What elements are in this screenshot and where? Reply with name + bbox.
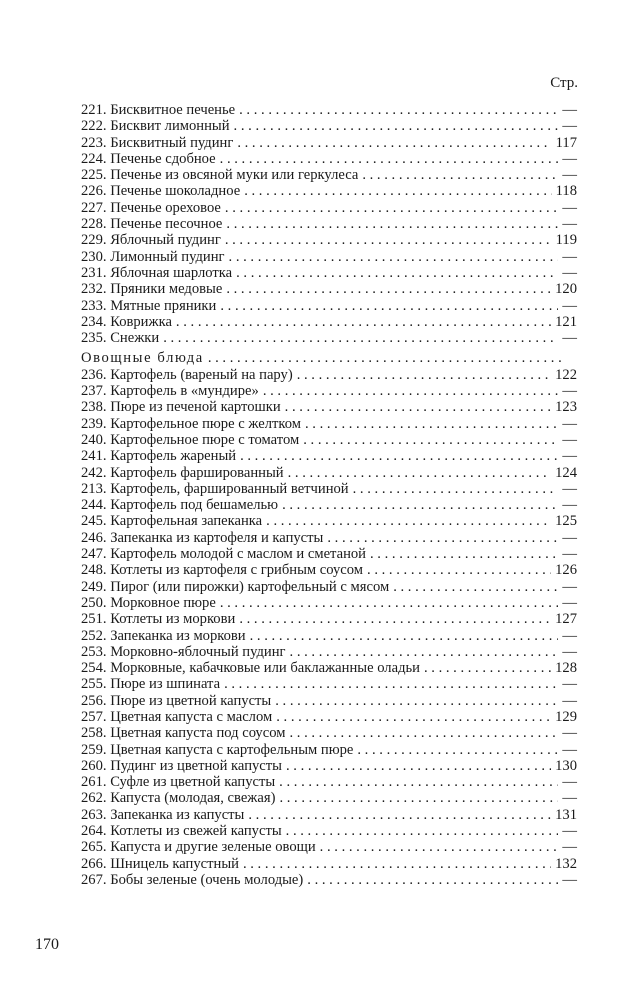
toc-entry [81,102,577,118]
dot-leader [240,448,558,464]
toc-entry-page: 131 [555,806,577,823]
toc-entry [81,249,577,265]
dot-leader [303,432,558,448]
toc-entry [81,298,577,314]
toc-entry [81,200,577,216]
dot-leader [163,330,558,346]
toc-entry-page: 117 [555,134,577,151]
toc-entry-page: — [562,839,577,856]
toc-entry-page: — [562,448,577,465]
toc-entry [81,183,577,199]
toc-entry-page: 123 [555,399,577,416]
toc-entry-page: — [562,216,577,233]
dot-leader [239,611,551,627]
toc-entry-title: 244. Картофель под бешамелью [81,497,279,514]
toc-entry [81,872,577,888]
toc-entry-title: 264. Котлеты из свежей капусты [81,823,282,840]
toc-entry [81,167,577,183]
toc-entry-page: — [562,102,577,118]
toc-entry [81,416,577,432]
toc-entry-title: 234. Коврижка [81,313,172,330]
toc-entry [81,314,577,330]
toc-entry [81,856,577,872]
toc-entry-title: 262. Капуста (молодая, свежая) [81,790,276,807]
dot-leader [353,481,559,497]
toc-entry [81,513,577,529]
toc-entry-title: 231. Яблочная шарлотка [81,264,233,281]
toc-entry [81,448,577,464]
table-of-contents [81,102,577,888]
toc-entry-page: — [562,264,577,281]
dot-leader [357,742,558,758]
toc-entry-title: 266. Шницель капустный [81,855,239,872]
toc-entry [81,562,577,578]
toc-entry-page: — [562,627,577,644]
toc-entry-page: 122 [555,366,577,383]
toc-entry-page: 127 [555,611,577,628]
toc-entry [81,232,577,248]
toc-entry-page: — [562,774,577,791]
toc-entry-page: 124 [555,464,577,481]
toc-entry-page: — [562,578,577,595]
toc-entry-page: 126 [555,562,577,579]
toc-entry [81,823,577,839]
toc-entry-title: 230. Лимонный пудинг [81,248,225,265]
toc-entry-title: 241. Картофель жареный [81,448,237,465]
toc-entry [81,758,577,774]
dot-leader [250,628,559,644]
toc-entry-title: 225. Печенье из овсяной муки или геркулеса [81,167,359,184]
toc-entry [81,530,577,546]
toc-entry-page: — [562,643,577,660]
toc-entry-title: 258. Цветная капуста под соусом [81,725,286,742]
dot-leader [289,725,558,741]
toc-entry [81,151,577,167]
toc-entry-page: — [562,529,577,546]
dot-leader [225,200,558,216]
toc-entry [81,497,577,513]
toc-entry [81,839,577,855]
toc-entry-title: 222. Бисквит лимонный [81,118,230,135]
dot-leader [282,497,558,513]
toc-entry [81,465,577,481]
toc-entry [81,330,577,346]
toc-entry [81,579,577,595]
toc-entry-page: — [562,330,577,347]
toc-entry [81,742,577,758]
toc-entry [81,660,577,676]
dot-leader [220,298,558,314]
toc-entry-title: 252. Запеканка из моркови [81,627,246,644]
toc-entry-title: 263. Запеканка из капусты [81,806,245,823]
toc-entry-title: 254. Морковные, кабачковые или баклажанные оладьи [81,660,420,677]
page-column-header: Стр. [550,75,578,91]
dot-leader [367,562,551,578]
toc-entry-title: 256. Пюре из цветной капусты [81,692,272,709]
toc-entry-title: 257. Цветная капуста с маслом [81,708,273,725]
toc-entry-title: 265. Капуста и другие зеленые овощи [81,839,316,856]
toc-entry [81,383,577,399]
toc-entry-title: 221. Бисквитное печенье [81,102,236,118]
dot-leader [229,249,559,265]
toc-entry-title: 233. Мятные пряники [81,297,217,314]
toc-entry-page: — [562,823,577,840]
dot-leader [286,823,559,839]
toc-entry-page: — [562,594,577,611]
dot-leader [220,595,559,611]
toc-entry-title: 247. Картофель молодой с маслом и сметаной [81,546,366,563]
toc-entry [81,774,577,790]
toc-entry-title: 239. Картофельное пюре с желтком [81,415,301,432]
toc-entry [81,399,577,415]
toc-entry-title: 251. Котлеты из моркови [81,611,236,628]
toc-entry-page: 130 [555,757,577,774]
toc-entry [81,693,577,709]
toc-entry [81,628,577,644]
toc-entry-title: 267. Бобы зеленые (очень молодые) [81,871,304,888]
toc-entry-page: — [562,790,577,807]
toc-entry-page: 118 [555,183,577,200]
dot-leader [226,281,551,297]
toc-entry-title: 242. Картофель фаршированный [81,464,284,481]
toc-entry-title: 224. Печенье сдобное [81,150,216,167]
toc-section-heading [81,350,577,366]
toc-entry-title: 227. Печенье ореховое [81,199,221,216]
toc-entry-page: — [562,480,577,497]
toc-entry-page: 132 [555,855,577,872]
dot-leader [237,135,551,151]
toc-entry-title: 226. Печенье шоколадное [81,183,241,200]
dot-leader [297,367,551,383]
toc-entry-page: — [562,150,577,167]
toc-entry-page: — [562,415,577,432]
toc-entry-title: 248. Котлеты из картофеля с грибным соусом [81,562,364,579]
dot-leader [424,660,551,676]
toc-entry-page: — [562,497,577,514]
dot-leader [286,758,551,774]
dot-leader [320,839,559,855]
toc-group-desserts [81,102,577,346]
toc-entry [81,367,577,383]
dot-leader [290,644,559,660]
toc-group-vegetable-dishes [81,367,577,889]
toc-entry-page: — [562,725,577,742]
toc-entry-page: — [562,199,577,216]
toc-entry-title: 238. Пюре из печеной картошки [81,399,281,416]
toc-entry-title: 260. Пудинг из цветной капусты [81,757,282,774]
toc-entry [81,432,577,448]
toc-entry-title: 237. Картофель в «мундире» [81,383,259,400]
toc-entry-page: — [562,297,577,314]
dot-leader [243,856,551,872]
toc-entry-page: — [562,167,577,184]
toc-entry [81,481,577,497]
dot-leader [225,232,552,248]
dot-leader [226,216,558,232]
toc-entry-title: 259. Цветная капуста с картофельным пюре [81,741,354,758]
toc-entry-title: 235. Снежки [81,330,160,347]
toc-entry-title: 223. Бисквитный пудинг [81,134,234,151]
toc-entry-page: 128 [555,660,577,677]
toc-entry-title: 250. Морковное пюре [81,594,216,611]
toc-entry-title: 229. Яблочный пудинг [81,232,221,249]
toc-entry [81,644,577,660]
dot-leader [244,183,551,199]
toc-entry-page: — [562,118,577,135]
toc-entry-page: — [562,741,577,758]
toc-entry-title: 240. Картофельное пюре с томатом [81,431,300,448]
toc-entry [81,118,577,134]
dot-leader [208,350,561,366]
dot-leader [393,579,558,595]
toc-entry-title: 253. Морковно-яблочный пудинг [81,643,286,660]
dot-leader [327,530,558,546]
toc-entry [81,265,577,281]
toc-entry-title: 246. Запеканка из картофеля и капусты [81,529,324,546]
toc-entry-page: — [562,383,577,400]
toc-entry-title: 245. Картофельная запеканка [81,513,263,530]
toc-entry [81,595,577,611]
dot-leader [275,693,558,709]
dot-leader [276,709,551,725]
toc-entry [81,807,577,823]
toc-entry-title: 228. Печенье песочное [81,216,223,233]
toc-entry-page: 125 [555,513,577,530]
page-number: 170 [35,936,59,953]
dot-leader [239,102,558,118]
dot-leader [307,872,558,888]
dot-leader [279,774,558,790]
toc-entry-page: — [562,546,577,563]
toc-entry-page: 129 [555,708,577,725]
toc-entry-page: — [562,871,577,888]
dot-leader [370,546,558,562]
toc-entry-page: — [562,676,577,693]
dot-leader [236,265,558,281]
dot-leader [176,314,551,330]
toc-entry-page: 120 [555,281,577,298]
dot-leader [362,167,558,183]
dot-leader [263,383,559,399]
toc-entry [81,725,577,741]
dot-leader [285,399,551,415]
toc-entry-title: 213. Картофель, фаршированный ветчиной [81,480,349,497]
toc-entry-title: 232. Пряники медовые [81,281,223,298]
toc-entry [81,790,577,806]
toc-entry-page: — [562,431,577,448]
section-heading-title: Овощные блюда [81,350,204,367]
dot-leader [234,118,559,134]
toc-entry [81,216,577,232]
dot-leader [288,465,552,481]
toc-entry [81,546,577,562]
dot-leader [220,151,559,167]
toc-entry-title: 261. Суфле из цветной капусты [81,774,276,791]
toc-entry [81,281,577,297]
toc-entry [81,676,577,692]
toc-entry [81,135,577,151]
toc-entry-title: 249. Пирог (или пирожки) картофельный с мясом [81,578,390,595]
dot-leader [266,513,551,529]
toc-entry-page: — [562,692,577,709]
toc-entry [81,709,577,725]
toc-entry [81,611,577,627]
dot-leader [248,807,551,823]
dot-leader [305,416,558,432]
toc-entry-page: — [562,248,577,265]
toc-entry-title: 255. Пюре из шпината [81,676,221,693]
dot-leader [224,676,558,692]
dot-leader [279,790,558,806]
toc-entry-page: 121 [555,313,577,330]
toc-entry-title: 236. Картофель (вареный на пару) [81,366,293,383]
toc-entry-page: 119 [555,232,577,249]
